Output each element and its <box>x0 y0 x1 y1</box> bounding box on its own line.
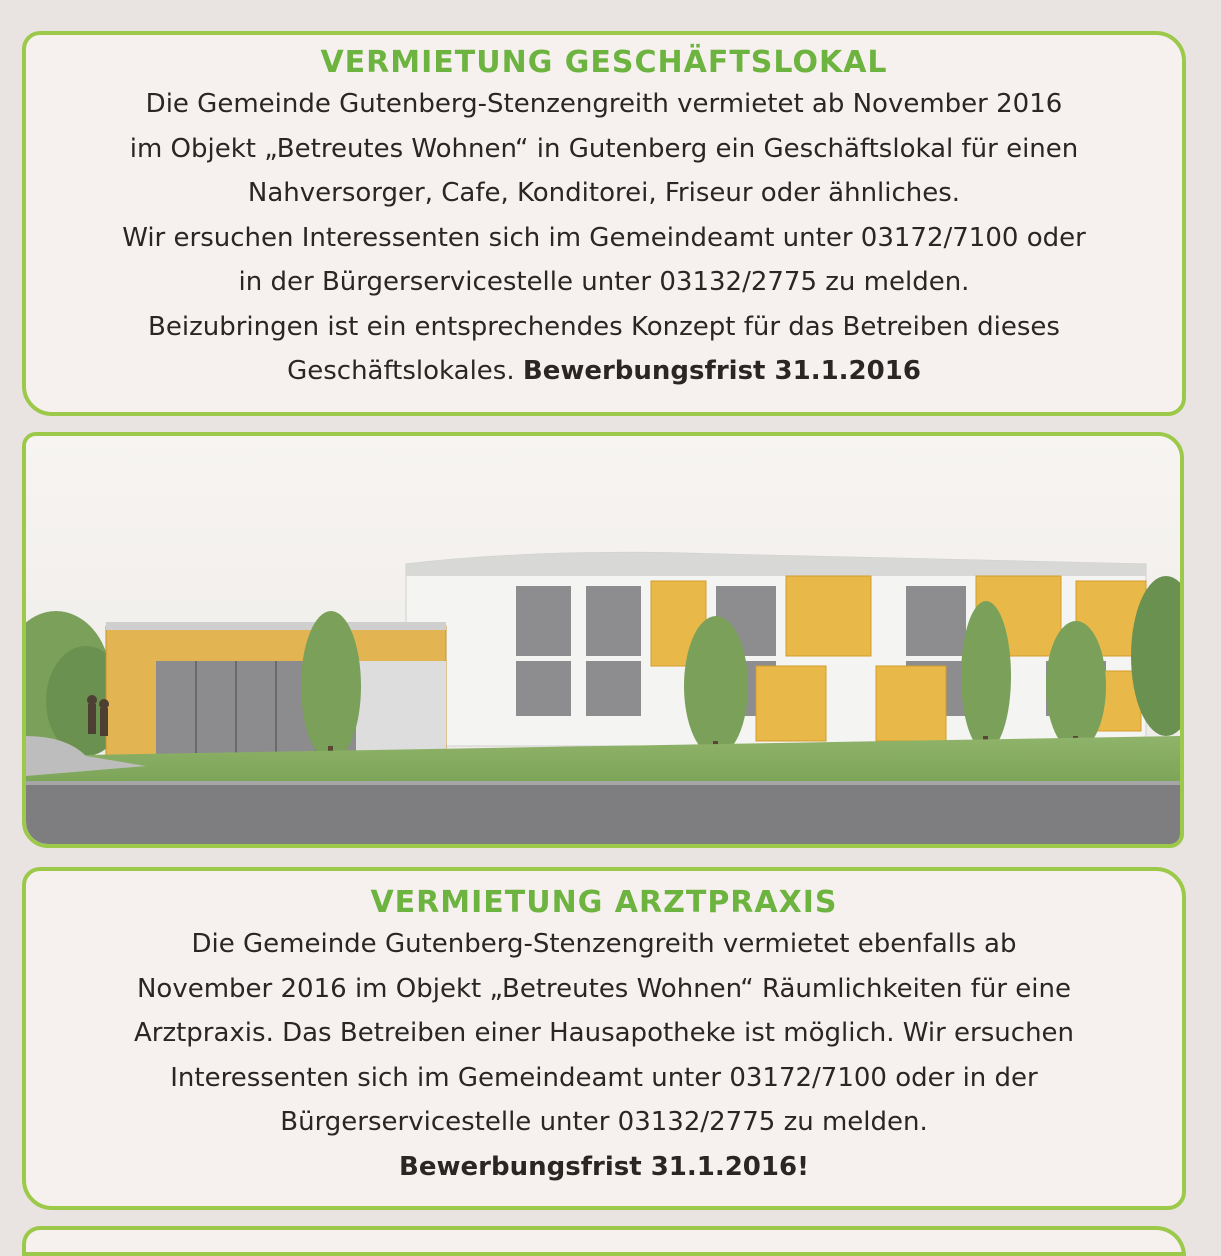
notice-shop-last-line <box>26 349 1182 394</box>
notice-doctor-deadline: Bewerbungsfrist 31.1.2016! <box>399 1151 809 1182</box>
notice-shop-line: im Objekt „Betreutes Wohnen“ in Gutenberg ein Geschäftslokal für einen <box>129 133 1079 164</box>
road <box>26 781 1180 844</box>
notice-shop-title: VERMIETUNG GESCHÄFTSLOKAL <box>320 45 888 80</box>
notice-shop-line: in der Bürgerservicestelle unter 03132/2775 zu melden. <box>238 267 970 297</box>
next-box-edge <box>22 1226 1186 1256</box>
building-rendering <box>26 436 1180 844</box>
notice-doctor-body <box>26 922 1182 1189</box>
notice-shop-line: Wir ersuchen Interessenten sich im Gemeindeamt unter 03172/7100 oder <box>122 222 1086 253</box>
notice-shop-deadline: Bewerbungsfrist 31.1.2016 <box>522 356 921 386</box>
background-newsprint-right <box>1180 0 1221 1238</box>
notice-doctor-line: November 2016 im Objekt „Betreutes Wohnen“ Räumlichkeiten für eine <box>136 973 1072 1004</box>
notice-shop-line: Beizubringen ist ein entsprechendes Konzept für das Betreiben dieses <box>148 311 1060 342</box>
notice-doctor-line: Bürgerservicestelle unter 03132/2775 zu melden. <box>280 1107 928 1137</box>
notice-doctor-line: Arztpraxis. Das Betreiben einer Hausapotheke ist möglich. Wir ersuchen <box>133 1018 1075 1048</box>
notice-doctor-title: VERMIETUNG ARZTPRAXIS <box>370 885 838 920</box>
notice-shop-line: Die Gemeinde Gutenberg-Stenzengreith vermietet ab November 2016 <box>145 89 1063 119</box>
notice-shop-line: Nahversorger, Cafe, Konditorei, Friseur oder ähnliches. <box>247 178 961 208</box>
notice-shop-last-text: Geschäftslokales. <box>287 356 515 386</box>
notice-shop-box <box>22 31 1186 416</box>
notice-doctor-box <box>22 867 1186 1210</box>
notice-doctor-line: Interessenten sich im Gemeindeamt unter 03172/7100 oder in der <box>170 1062 1038 1093</box>
notice-doctor-line: Die Gemeinde Gutenberg-Stenzengreith vermietet ebenfalls ab <box>191 929 1017 959</box>
building-rendering-frame <box>22 432 1184 848</box>
notice-shop-body <box>26 82 1182 394</box>
